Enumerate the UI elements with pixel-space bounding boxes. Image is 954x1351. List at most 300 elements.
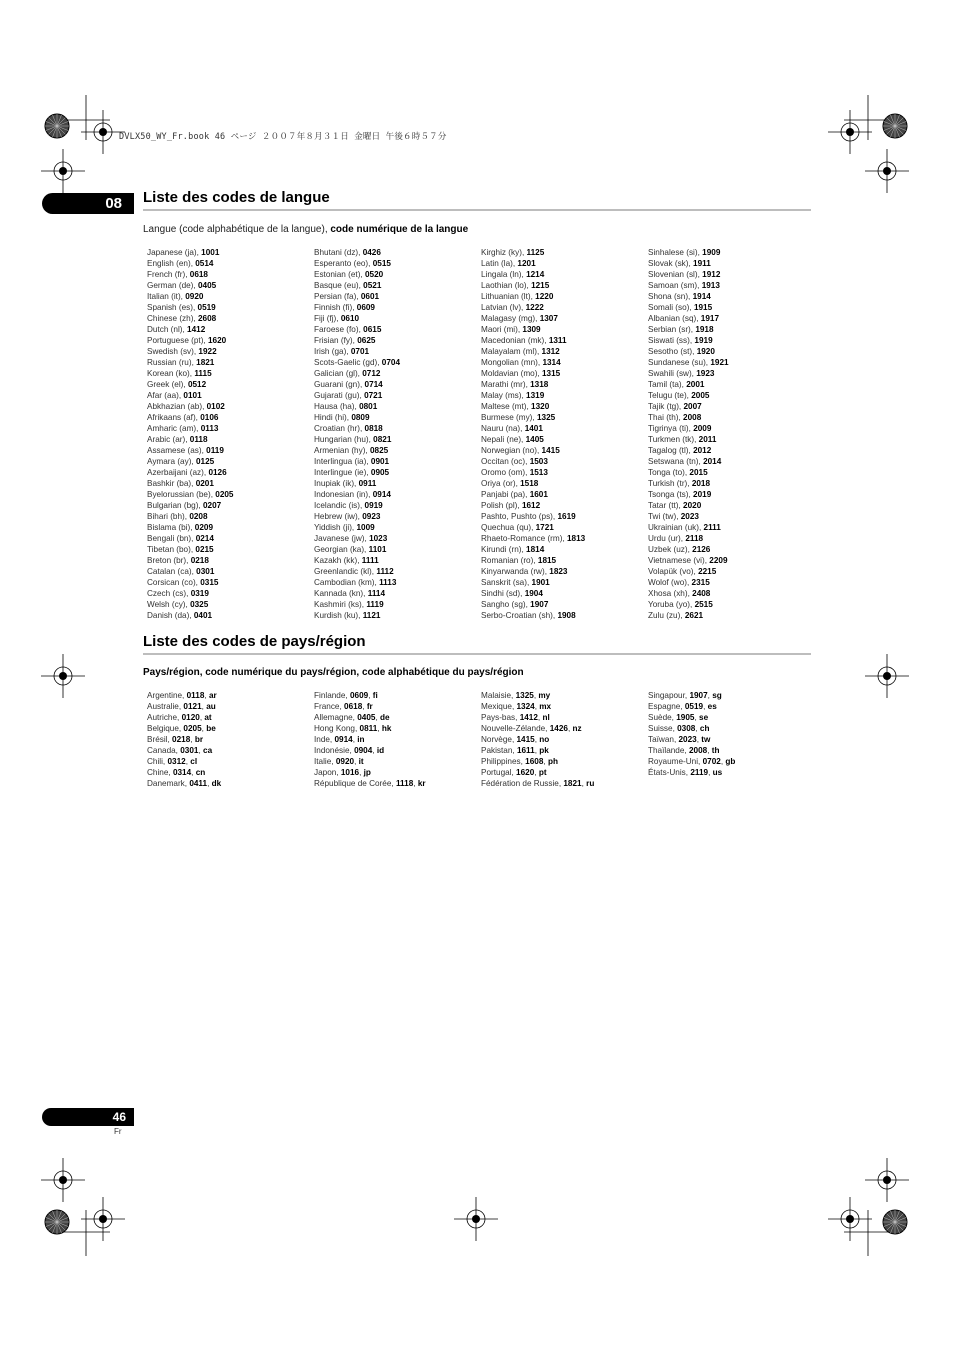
entry-separator: , — [534, 746, 540, 755]
entry-label: Fiji (fj), — [314, 314, 341, 323]
entry-label: Wolof (wo), — [648, 578, 692, 587]
entry-code: 1405 — [525, 435, 544, 444]
entry-label: Uzbek (uz), — [648, 545, 693, 554]
entry-code: 1318 — [530, 380, 549, 389]
entry-alpha-code: tw — [701, 735, 711, 744]
entry-label: Belgique, — [147, 724, 184, 733]
language-entry — [147, 335, 313, 346]
entry-label: Interlingue (ie), — [314, 468, 371, 477]
entry-label: Serbo-Croatian (sh), — [481, 611, 558, 620]
country-entry — [314, 712, 480, 723]
entry-label: Marathi (mr), — [481, 380, 531, 389]
entry-code: 1315 — [541, 369, 561, 378]
entry-code: 2126 — [692, 545, 711, 554]
entry-label: Portugal, — [481, 768, 517, 777]
entry-label: Interlingua (ia), — [314, 457, 371, 466]
entry-label: Tsonga (ts), — [648, 490, 694, 499]
language-entry — [314, 500, 480, 511]
entry-code: 2111 — [703, 523, 721, 532]
entry-label: Hungarian (hu), — [314, 435, 374, 444]
language-entry — [481, 566, 647, 577]
language-entry — [147, 610, 313, 621]
entry-label: Suède, — [648, 713, 677, 722]
language-entry — [314, 599, 480, 610]
entry-label: Assamese (as), — [147, 446, 207, 455]
entry-label: Sinhalese (si), — [648, 248, 703, 257]
language-entry — [648, 335, 814, 346]
country-entry — [314, 756, 480, 767]
language-entry — [481, 478, 647, 489]
country-entry — [147, 756, 313, 767]
entry-code: 1503 — [529, 457, 548, 466]
entry-label: Sindhi (sd), — [481, 589, 525, 598]
language-entry — [314, 258, 480, 269]
entry-code: 1319 — [526, 391, 545, 400]
entry-code: 1901 — [531, 578, 550, 587]
entry-alpha-code: de — [380, 713, 390, 722]
language-entry — [648, 357, 814, 368]
language-entry — [314, 335, 480, 346]
entry-label: Kinyarwanda (rw), — [481, 567, 550, 576]
entry-code: 1620 — [516, 768, 535, 777]
entry-label: Inupiak (ik), — [314, 479, 359, 488]
language-entry — [314, 467, 480, 478]
entry-label: Czech (cs), — [147, 589, 191, 598]
entry-code: 1821 — [196, 358, 215, 367]
entry-code: 0818 — [364, 424, 383, 433]
entry-label: Albanian (sq), — [648, 314, 701, 323]
entry-label: Kirghiz (ky), — [481, 248, 527, 257]
language-entry — [648, 401, 814, 412]
entry-label: Frisian (fy), — [314, 336, 358, 345]
entry-label: Norvège, — [481, 735, 517, 744]
entry-code: 2020 — [683, 501, 702, 510]
entry-alpha-code: th — [711, 746, 720, 755]
entry-alpha-code: ar — [208, 691, 217, 700]
entry-label: Macedonian (mk), — [481, 336, 549, 345]
entry-alpha-code: pk — [539, 746, 549, 755]
country-entry — [147, 712, 313, 723]
country-column-4 — [648, 690, 814, 778]
country-entry — [147, 778, 313, 789]
entry-code: 0702 — [702, 757, 721, 766]
country-section-rule — [143, 653, 811, 655]
entry-alpha-code: it — [358, 757, 364, 766]
language-entry — [481, 500, 647, 511]
entry-alpha-code: fi — [372, 691, 378, 700]
entry-label: Pashto, Pushto (ps), — [481, 512, 558, 521]
entry-code: 1114 — [367, 589, 386, 598]
entry-label: Burmese (my), — [481, 413, 537, 422]
entry-code: 0312 — [167, 757, 186, 766]
entry-code: 1821 — [563, 779, 582, 788]
entry-code: 0520 — [364, 270, 384, 279]
entry-code: 2015 — [689, 468, 708, 477]
entry-separator: , — [720, 757, 726, 766]
entry-code: 0106 — [200, 413, 219, 422]
entry-separator: , — [694, 713, 700, 722]
entry-label: Armenian (hy), — [314, 446, 370, 455]
entry-code: 0102 — [206, 402, 225, 411]
language-entry — [314, 489, 480, 500]
entry-code: 0625 — [357, 336, 376, 345]
entry-separator: , — [567, 724, 573, 733]
chapter-tab: 08 — [42, 193, 134, 214]
language-entry — [147, 577, 313, 588]
entry-label: Finlande, — [314, 691, 350, 700]
entry-separator: , — [534, 768, 539, 777]
entry-separator: , — [201, 724, 207, 733]
entry-label: Siswati (ss), — [648, 336, 695, 345]
language-entry — [648, 478, 814, 489]
language-entry — [481, 434, 647, 445]
entry-code: 0809 — [351, 413, 370, 422]
language-entry — [147, 467, 313, 478]
country-entry — [314, 690, 480, 701]
entry-separator: , — [352, 735, 358, 744]
entry-label: Sanskrit (sa), — [481, 578, 532, 587]
language-entry — [648, 346, 814, 357]
entry-code: 0515 — [372, 259, 391, 268]
entry-separator: , — [359, 768, 364, 777]
entry-code: 0811 — [359, 724, 378, 733]
entry-alpha-code: jp — [363, 768, 371, 777]
country-entry — [314, 723, 480, 734]
language-entry — [147, 456, 313, 467]
entry-label: Maori (mi), — [481, 325, 523, 334]
language-entry — [314, 478, 480, 489]
entry-label: Chili, — [147, 757, 168, 766]
entry-label: Corsican (co), — [147, 578, 201, 587]
entry-label: Tajik (tg), — [648, 402, 684, 411]
language-entry — [648, 533, 814, 544]
entry-code: 0512 — [187, 380, 207, 389]
entry-label: Slovak (sk), — [648, 259, 694, 268]
entry-label: Tagalog (tl), — [648, 446, 694, 455]
entry-label: Taïwan, — [648, 735, 679, 744]
entry-code: 1101 — [368, 545, 387, 554]
entry-label: Bislama (bi), — [147, 523, 195, 532]
entry-alpha-code: se — [699, 713, 709, 722]
entry-code: 1001 — [201, 248, 220, 257]
entry-alpha-code: ca — [203, 746, 213, 755]
entry-label: Turkmen (tk), — [648, 435, 699, 444]
entry-code: 1426 — [549, 724, 568, 733]
language-entry — [147, 346, 313, 357]
entry-label: Bengali (bn), — [147, 534, 196, 543]
language-entry — [147, 445, 313, 456]
language-entry — [147, 324, 313, 335]
language-column-1 — [147, 247, 313, 621]
entry-code: 1320 — [531, 402, 550, 411]
language-entry — [481, 324, 647, 335]
entry-code: 0821 — [373, 435, 392, 444]
entry-code: 1215 — [531, 281, 550, 290]
entry-code: 0914 — [372, 490, 391, 499]
entry-label: États-Unis, — [648, 768, 691, 777]
entry-label: Brésil, — [147, 735, 173, 744]
entry-label: Telugu (te), — [648, 391, 692, 400]
entry-code: 2023 — [678, 735, 697, 744]
language-entry — [314, 588, 480, 599]
entry-label: Swahili (sw), — [648, 369, 697, 378]
language-entry — [648, 500, 814, 511]
entry-label: Pakistan, — [481, 746, 517, 755]
language-entry — [147, 599, 313, 610]
language-entry — [648, 610, 814, 621]
entry-label: Latvian (lv), — [481, 303, 526, 312]
entry-code: 0301 — [180, 746, 199, 755]
entry-separator: , — [377, 724, 382, 733]
language-entry — [314, 401, 480, 412]
language-entry — [314, 412, 480, 423]
language-entry — [648, 269, 814, 280]
country-entry — [481, 701, 647, 712]
entry-label: Canada, — [147, 746, 181, 755]
country-entry — [481, 745, 647, 756]
entry-alpha-code: us — [712, 768, 723, 777]
entry-code: 1907 — [689, 691, 708, 700]
entry-label: Italian (it), — [147, 292, 186, 301]
entry-code: 0712 — [362, 369, 381, 378]
language-entry — [314, 566, 480, 577]
entry-code: 1201 — [517, 259, 536, 268]
entry-label: Nepali (ne), — [481, 435, 526, 444]
entry-code: 0120 — [181, 713, 200, 722]
entry-alpha-code: dk — [211, 779, 222, 788]
country-column-1 — [147, 690, 313, 789]
entry-label: Arabic (ar), — [147, 435, 190, 444]
entry-separator: , — [198, 746, 204, 755]
entry-code: 1115 — [194, 369, 212, 378]
language-entry — [314, 291, 480, 302]
entry-code: 0205 — [215, 490, 234, 499]
entry-code: 0315 — [200, 578, 219, 587]
entry-code: 0901 — [370, 457, 390, 466]
entry-code: 2608 — [197, 314, 217, 323]
entry-code: 0426 — [362, 248, 381, 257]
entry-label: Kirundi (rn), — [481, 545, 527, 554]
language-entry — [648, 390, 814, 401]
country-entry — [648, 723, 814, 734]
language-entry — [147, 379, 313, 390]
country-entry — [147, 745, 313, 756]
language-entry — [147, 302, 313, 313]
entry-code: 0209 — [194, 523, 213, 532]
entry-label: Rhaeto-Romance (rm), — [481, 534, 567, 543]
entry-label: Thaïlande, — [648, 746, 689, 755]
language-entry — [648, 258, 814, 269]
entry-alpha-code: mx — [539, 702, 552, 711]
entry-label: Lingala (ln), — [481, 270, 527, 279]
entry-alpha-code: ch — [699, 724, 710, 733]
entry-label: Bhutani (dz), — [314, 248, 363, 257]
entry-code: 0401 — [193, 611, 213, 620]
language-entry — [481, 346, 647, 357]
entry-code: 0920 — [335, 757, 355, 766]
country-entry — [648, 701, 814, 712]
entry-code: 0911 — [358, 479, 377, 488]
entry-code: 0118 — [186, 691, 205, 700]
entry-alpha-code: br — [194, 735, 203, 744]
language-entry — [147, 368, 313, 379]
language-entry — [648, 577, 814, 588]
language-entry — [314, 522, 480, 533]
entry-code: 1912 — [702, 270, 721, 279]
entry-label: République de Corée, — [314, 779, 396, 788]
language-entry — [314, 313, 480, 324]
entry-label: Welsh (cy), — [147, 600, 191, 609]
entry-code: 1908 — [557, 611, 576, 620]
language-entry — [481, 544, 647, 555]
country-entry — [648, 690, 814, 701]
entry-label: Persian (fa), — [314, 292, 361, 301]
country-entry — [314, 734, 480, 745]
entry-code: 2119 — [690, 768, 709, 777]
entry-code: 0609 — [356, 303, 375, 312]
entry-label: Finnish (fi), — [314, 303, 357, 312]
entry-alpha-code: kr — [417, 779, 426, 788]
entry-label: Nouvelle-Zélande, — [481, 724, 550, 733]
entry-code: 1721 — [535, 523, 554, 532]
language-entry — [481, 456, 647, 467]
entry-code: 0218 — [172, 735, 191, 744]
entry-code: 1401 — [524, 424, 543, 433]
entry-code: 1214 — [526, 270, 545, 279]
entry-separator: , — [707, 746, 712, 755]
language-entry — [648, 522, 814, 533]
entry-label: Xhosa (xh), — [648, 589, 693, 598]
language-entry — [481, 335, 647, 346]
entry-label: Sundanese (su), — [648, 358, 711, 367]
language-entry — [481, 489, 647, 500]
entry-label: Japanese (ja), — [147, 248, 202, 257]
language-entry — [314, 390, 480, 401]
entry-label: Argentine, — [147, 691, 187, 700]
entry-code: 0923 — [362, 512, 381, 521]
entry-label: France, — [314, 702, 345, 711]
entry-code: 1324 — [516, 702, 535, 711]
language-entry — [314, 280, 480, 291]
country-entry — [481, 778, 647, 789]
language-entry — [648, 588, 814, 599]
language-entry — [481, 412, 647, 423]
entry-alpha-code: fr — [366, 702, 373, 711]
entry-label: Greek (el), — [147, 380, 188, 389]
entry-label: Quechua (qu), — [481, 523, 536, 532]
entry-code: 0201 — [195, 479, 214, 488]
entry-label: Slovenian (sl), — [648, 270, 703, 279]
entry-label: Tigrinya (ti), — [648, 424, 694, 433]
entry-label: Hindi (hi), — [314, 413, 352, 422]
entry-code: 1118 — [395, 779, 414, 788]
language-entry — [648, 280, 814, 291]
language-entry — [147, 544, 313, 555]
entry-code: 2009 — [693, 424, 712, 433]
entry-code: 2408 — [692, 589, 711, 598]
language-entry — [147, 357, 313, 368]
entry-code: 2209 — [709, 556, 728, 565]
entry-label: Bashkir (ba), — [147, 479, 196, 488]
entry-code: 1412 — [519, 713, 538, 722]
entry-label: Japon, — [314, 768, 341, 777]
country-entry — [314, 778, 480, 789]
entry-code: 1307 — [539, 314, 558, 323]
entry-code: 1608 — [525, 757, 544, 766]
entry-label: Philippines, — [481, 757, 526, 766]
entry-code: 0610 — [340, 314, 360, 323]
language-entry — [314, 269, 480, 280]
entry-code: 0113 — [200, 424, 219, 433]
entry-label: English (en), — [147, 259, 196, 268]
entry-code: 1909 — [702, 248, 721, 257]
print-header-line: DVLX50_WY_Fr.book 46 ページ ２００７年８月３１日 金曜日 午後６時５７分 — [119, 132, 447, 142]
entry-label: Malayalam (ml), — [481, 347, 542, 356]
language-entry — [147, 522, 313, 533]
entry-label: Portuguese (pt), — [147, 336, 208, 345]
country-entry — [481, 734, 647, 745]
entry-label: Suisse, — [648, 724, 678, 733]
entry-alpha-code: ru — [586, 779, 595, 788]
language-entry — [147, 313, 313, 324]
language-entry — [648, 445, 814, 456]
entry-alpha-code: hk — [381, 724, 392, 733]
entry-code: 0207 — [202, 501, 222, 510]
country-entry — [481, 767, 647, 778]
entry-label: Guarani (gn), — [314, 380, 365, 389]
entry-label: Serbian (sr), — [648, 325, 696, 334]
entry-label: Mongolian (mn), — [481, 358, 543, 367]
country-entry — [147, 701, 313, 712]
entry-label: Azerbaijani (az), — [147, 468, 209, 477]
language-section-title: Liste des codes de langue — [143, 189, 330, 206]
entry-code: 0919 — [364, 501, 383, 510]
language-entry — [648, 324, 814, 335]
entry-alpha-code: au — [206, 702, 216, 711]
language-entry — [147, 401, 313, 412]
page-number: 46 — [42, 1108, 134, 1126]
entry-label: Espagne, — [648, 702, 685, 711]
language-entry — [147, 555, 313, 566]
language-entry — [481, 401, 647, 412]
entry-code: 2005 — [691, 391, 710, 400]
entry-label: Malaisie, — [481, 691, 516, 700]
entry-code: 1911 — [693, 259, 711, 268]
entry-code: 0125 — [196, 457, 215, 466]
entry-code: 1016 — [340, 768, 360, 777]
entry-label: Galician (gl), — [314, 369, 363, 378]
entry-label: Danemark, — [147, 779, 190, 788]
language-entry — [648, 379, 814, 390]
entry-label: Cambodian (km), — [314, 578, 380, 587]
country-entry — [481, 723, 647, 734]
entry-code: 1415 — [541, 446, 560, 455]
entry-code: 2008 — [688, 746, 708, 755]
entry-separator: , — [207, 779, 212, 788]
entry-alpha-code: no — [539, 735, 550, 744]
entry-code: 1513 — [529, 468, 548, 477]
entry-separator: , — [199, 713, 205, 722]
entry-separator: , — [362, 702, 367, 711]
entry-code: 1312 — [541, 347, 560, 356]
entry-label: Croatian (hr), — [314, 424, 365, 433]
language-entry — [648, 434, 814, 445]
entry-code: 2012 — [693, 446, 712, 455]
entry-code: 1920 — [696, 347, 715, 356]
language-entry — [314, 368, 480, 379]
language-section-subtitle — [143, 224, 468, 235]
country-entry — [481, 712, 647, 723]
